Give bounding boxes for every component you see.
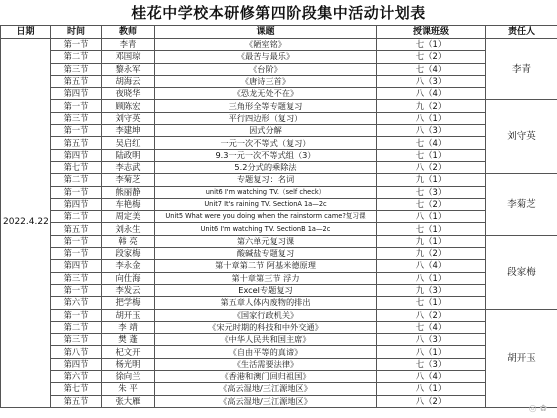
teacher-cell: 刘永生: [102, 223, 155, 235]
table-row: [1, 383, 557, 395]
course-cell: 酸碱盐专题复习: [155, 248, 377, 260]
table-row: [1, 334, 557, 346]
teacher-cell: 邓国琼: [102, 51, 155, 63]
plan-body: [1, 39, 557, 408]
time-cell: 第八节: [51, 346, 102, 358]
time-cell: 第一节: [51, 284, 102, 296]
teacher-cell: 李志武: [102, 161, 155, 173]
class-cell: 八（1）: [377, 383, 486, 395]
teacher-cell: 韩 亮: [102, 235, 155, 247]
teacher-cell: 胡海云: [102, 75, 155, 87]
time-cell: 第四节: [51, 198, 102, 210]
time-cell: 第二节: [51, 211, 102, 223]
time-cell: 第三节: [51, 63, 102, 75]
class-cell: 七（4）: [377, 137, 486, 149]
table-row: [1, 125, 557, 137]
course-cell: 《香港和澳门回归祖国》: [155, 371, 377, 383]
responsible-cell: 段家梅: [486, 235, 557, 309]
course-cell: 《国家行政机关》: [155, 309, 377, 321]
teacher-cell: 徐向兰: [102, 371, 155, 383]
course-cell: 《自由平等的真谛》: [155, 346, 377, 358]
class-cell: 九（2）: [377, 100, 486, 112]
time-cell: 第一节: [51, 248, 102, 260]
teacher-cell: 樊 蓬: [102, 334, 155, 346]
time-cell: 第六节: [51, 297, 102, 309]
course-cell: 《恐龙无处不在》: [155, 88, 377, 100]
header-teacher: 教师: [102, 26, 155, 39]
class-cell: 七（4）: [377, 63, 486, 75]
responsible-cell: 李青: [486, 39, 557, 100]
responsible-cell: 李菊芝: [486, 174, 557, 235]
table-row: [1, 39, 557, 51]
course-cell: 5.2分式的乘除法: [155, 161, 377, 173]
table-row: [1, 321, 557, 333]
course-cell: 《最苦与最乐》: [155, 51, 377, 63]
time-cell: 第一节: [51, 39, 102, 51]
responsible-cell: 胡开玉: [486, 309, 557, 407]
time-cell: 第五节: [51, 75, 102, 87]
class-cell: 八（4）: [377, 371, 486, 383]
watermark-icon: ◎ ✿: [528, 404, 547, 414]
teacher-cell: 黎永军: [102, 63, 155, 75]
teacher-cell: 胡开玉: [102, 309, 155, 321]
time-cell: 第七节: [51, 161, 102, 173]
teacher-cell: 熊丽静: [102, 186, 155, 198]
teacher-cell: 李发云: [102, 284, 155, 296]
course-cell: 第十章第二节 阿基米德原理: [155, 260, 377, 272]
time-cell: 第四节: [51, 88, 102, 100]
teacher-cell: 李永金: [102, 260, 155, 272]
course-cell: 9.3一元一次不等式组（3）: [155, 149, 377, 161]
header-row: [1, 26, 557, 39]
course-cell: 一元一次不等式（复习）: [155, 137, 377, 149]
table-row: [1, 272, 557, 284]
table-row: [1, 223, 557, 235]
course-cell: 《高云湿地/三江源地区》: [155, 383, 377, 395]
table-row: [1, 371, 557, 383]
teacher-cell: 李建坤: [102, 125, 155, 137]
class-cell: 七（1）: [377, 149, 486, 161]
table-row: [1, 248, 557, 260]
class-cell: 八（2）: [377, 161, 486, 173]
class-cell: 八（1）: [377, 272, 486, 284]
header-date: 日期: [1, 26, 51, 39]
course-cell: 因式分解: [155, 125, 377, 137]
time-cell: 第五节: [51, 223, 102, 235]
class-cell: 九（3）: [377, 284, 486, 296]
time-cell: 第三节: [51, 334, 102, 346]
course-cell: 《陋室铭》: [155, 39, 377, 51]
date-cell: 2022.4.22: [1, 39, 51, 408]
course-cell: 第十章第三节 浮力: [155, 272, 377, 284]
class-cell: 七（2）: [377, 198, 486, 210]
class-cell: 八（1）: [377, 112, 486, 124]
teacher-cell: 吴启红: [102, 137, 155, 149]
teacher-cell: 夜晓华: [102, 88, 155, 100]
activity-plan-table: [0, 25, 557, 408]
time-cell: 第三节: [51, 272, 102, 284]
table-row: [1, 198, 557, 210]
table-row: [1, 161, 557, 173]
table-row: [1, 186, 557, 198]
class-cell: 八（1）: [377, 211, 486, 223]
course-cell: 第六单元复习课: [155, 235, 377, 247]
time-cell: 第四节: [51, 260, 102, 272]
table-row: [1, 346, 557, 358]
table-row: [1, 260, 557, 272]
course-cell: Excel专题复习: [155, 284, 377, 296]
teacher-cell: 向仕海: [102, 272, 155, 284]
class-cell: 九（1）: [377, 235, 486, 247]
responsible-cell: 刘守英: [486, 100, 557, 174]
class-cell: 八（3）: [377, 125, 486, 137]
course-cell: Unit5 What were you doing when the rainstorm came?复习课: [155, 211, 377, 223]
class-cell: 九（1）: [377, 174, 486, 186]
course-cell: 三角形全等专题复习: [155, 100, 377, 112]
class-cell: 九（2）: [377, 248, 486, 260]
course-cell: 《台阶》: [155, 63, 377, 75]
table-row: [1, 235, 557, 247]
class-cell: 七（2）: [377, 51, 486, 63]
teacher-cell: 车艳梅: [102, 198, 155, 210]
time-cell: 第二节: [51, 51, 102, 63]
teacher-cell: 刘守英: [102, 112, 155, 124]
course-cell: 《中华人民共和国主席》: [155, 334, 377, 346]
class-cell: 八（2）: [377, 309, 486, 321]
course-cell: Unit6 I'm watching TV. SectionB 1a—2c: [155, 223, 377, 235]
teacher-cell: 杞文开: [102, 346, 155, 358]
time-cell: 第二节: [51, 174, 102, 186]
teacher-cell: 朱 平: [102, 383, 155, 395]
table-row: [1, 63, 557, 75]
page-title: 桂花中学校本研修第四阶段集中活动计划表: [131, 4, 426, 22]
class-cell: 七（4）: [377, 321, 486, 333]
time-cell: 第一节: [51, 235, 102, 247]
time-cell: 第五节: [51, 137, 102, 149]
teacher-cell: 李青: [102, 39, 155, 51]
teacher-cell: 张大雁: [102, 395, 155, 407]
class-cell: 八（4）: [377, 88, 486, 100]
table-row: [1, 112, 557, 124]
header-class: 授课班级: [377, 26, 486, 39]
header-responsible: 责任人: [486, 26, 557, 39]
time-cell: 第六节: [51, 371, 102, 383]
course-cell: unit6 I'm watching TV.（self check）: [155, 186, 377, 198]
course-cell: 《生活需要法律》: [155, 358, 377, 370]
header-time: 时间: [51, 26, 102, 39]
time-cell: 第七节: [51, 383, 102, 395]
course-cell: 《高云湿地/三江源地区》: [155, 395, 377, 407]
teacher-cell: 李 靖: [102, 321, 155, 333]
class-cell: 七（1）: [377, 39, 486, 51]
class-cell: 八（3）: [377, 334, 486, 346]
table-row: [1, 149, 557, 161]
class-cell: 八（1）: [377, 346, 486, 358]
table-row: [1, 297, 557, 309]
table-row: [1, 51, 557, 63]
course-cell: 第五章人体内废物的排出: [155, 297, 377, 309]
table-row: [1, 395, 557, 407]
time-cell: 第五节: [51, 395, 102, 407]
course-cell: Unit7 It's raining TV. SectionA 1a—2c: [155, 198, 377, 210]
course-cell: 《唐诗三首》: [155, 75, 377, 87]
teacher-cell: 段家梅: [102, 248, 155, 260]
time-cell: 第四节: [51, 149, 102, 161]
course-cell: 《宋元时期的科技和中外交通》: [155, 321, 377, 333]
header-course: 课题: [155, 26, 377, 39]
class-cell: 七（3）: [377, 358, 486, 370]
time-cell: 第一节: [51, 125, 102, 137]
teacher-cell: 陆政明: [102, 149, 155, 161]
table-row: [1, 358, 557, 370]
class-cell: 八（2）: [377, 395, 486, 407]
time-cell: 第一节: [51, 100, 102, 112]
table-row: [1, 75, 557, 87]
table-row: [1, 211, 557, 223]
teacher-cell: 李菊芝: [102, 174, 155, 186]
time-cell: 第一节: [51, 309, 102, 321]
teacher-cell: 顾陈宏: [102, 100, 155, 112]
table-row: [1, 309, 557, 321]
class-cell: 七（1）: [377, 223, 486, 235]
class-cell: 八（4）: [377, 260, 486, 272]
course-cell: 平行四边形（复习）: [155, 112, 377, 124]
time-cell: 第二节: [51, 321, 102, 333]
time-cell: 第一节: [51, 186, 102, 198]
course-cell: 专题复习：名词: [155, 174, 377, 186]
teacher-cell: 把学梅: [102, 297, 155, 309]
time-cell: 第四节: [51, 358, 102, 370]
class-cell: 七（1）: [377, 297, 486, 309]
table-row: [1, 174, 557, 186]
teacher-cell: 周定美: [102, 211, 155, 223]
class-cell: 七（3）: [377, 186, 486, 198]
time-cell: 第三节: [51, 112, 102, 124]
table-row: [1, 100, 557, 112]
table-row: [1, 88, 557, 100]
table-row: [1, 284, 557, 296]
teacher-cell: 杨光明: [102, 358, 155, 370]
table-row: [1, 137, 557, 149]
class-cell: 八（3）: [377, 75, 486, 87]
